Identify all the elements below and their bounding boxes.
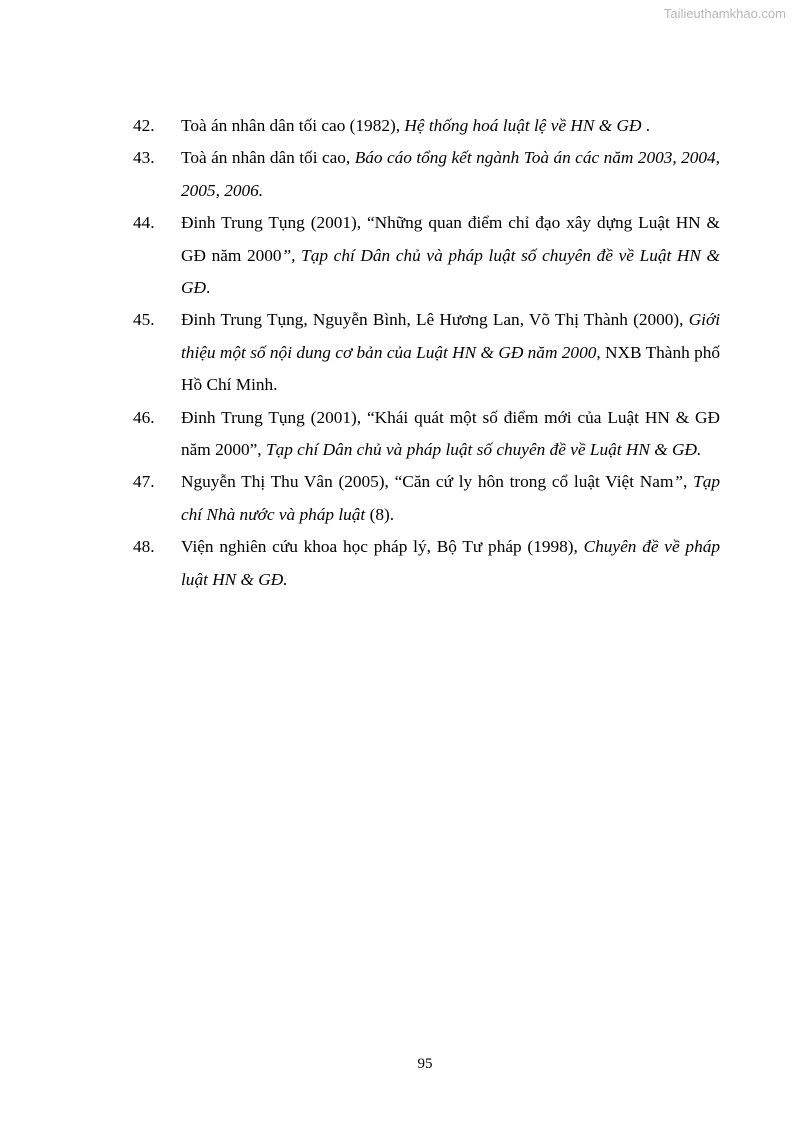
reference-title-text: Chuyên đề về pháp luật HN & GĐ. [181, 537, 720, 589]
reference-title-text: Báo cáo tổng kết ngành Toà án các năm 2003, 2004, 2005, 2006. [181, 148, 721, 200]
reference-number: 43. [133, 148, 155, 168]
reference-title-text: Hệ thống hoá luật lệ về HN & GĐ [404, 116, 642, 135]
reference-entry [133, 402, 720, 467]
reference-text: . [641, 116, 651, 135]
reference-text: Toà án nhân dân tối cao, [181, 148, 355, 168]
reference-number: 46. [133, 407, 155, 427]
reference-title-text: ”, Tạp chí Dân chủ và pháp luật số chuyên đề về Luật HN & GĐ [181, 245, 721, 298]
watermark: Tailieuthamkhao.com [663, 6, 786, 21]
reference-entry [133, 531, 720, 596]
reference-text: Nguyễn Thị Thu Vân (2005), “Căn cứ ly hôn trong cổ luật Việt Nam [181, 472, 674, 492]
reference-entry [133, 466, 720, 531]
reference-title-text: Tạp chí Dân chủ và pháp luật số chuyên đề về Luật HN & GĐ. [265, 440, 702, 460]
reference-text: Viện nghiên cứu khoa học pháp lý, Bộ Tư pháp (1998), [181, 537, 584, 557]
reference-entry [133, 110, 720, 142]
reference-number: 45. [133, 310, 155, 330]
reference-entry [133, 304, 720, 401]
reference-title-text: Giới thiệu một số nội dung cơ bản của Luật HN & GĐ năm 2000 [181, 310, 720, 362]
reference-number: 42. [133, 116, 155, 135]
reference-number: 48. [133, 537, 155, 557]
reference-text: (8). [365, 504, 395, 524]
reference-text: Đinh Trung Tụng (2001), “Những quan điểm chỉ đạo xây dựng Luật HN & GĐ năm 2000 [181, 213, 720, 265]
reference-text: , [683, 472, 694, 492]
reference-title-text: ” [673, 472, 684, 492]
reference-list [133, 110, 720, 596]
reference-text: , NXB Thành phố Hồ Chí Minh. [181, 342, 721, 395]
reference-number: 44. [133, 213, 155, 233]
reference-entry [133, 142, 720, 207]
reference-text: Toà án nhân dân tối cao (1982), [181, 116, 405, 135]
reference-title-text: Tạp chí Nhà nước và pháp luật [181, 472, 721, 524]
reference-text: . [205, 278, 211, 298]
reference-entry [133, 207, 720, 304]
reference-text: Đinh Trung Tụng, Nguyễn Bình, Lê Hương Lan, Võ Thị Thành (2000), [181, 310, 689, 330]
reference-text: Đinh Trung Tụng (2001), “Khái quát một số điểm mới của Luật HN & GĐ năm 2000”, [181, 407, 720, 460]
page-number: 95 [417, 1056, 433, 1072]
reference-number: 47. [133, 472, 155, 492]
